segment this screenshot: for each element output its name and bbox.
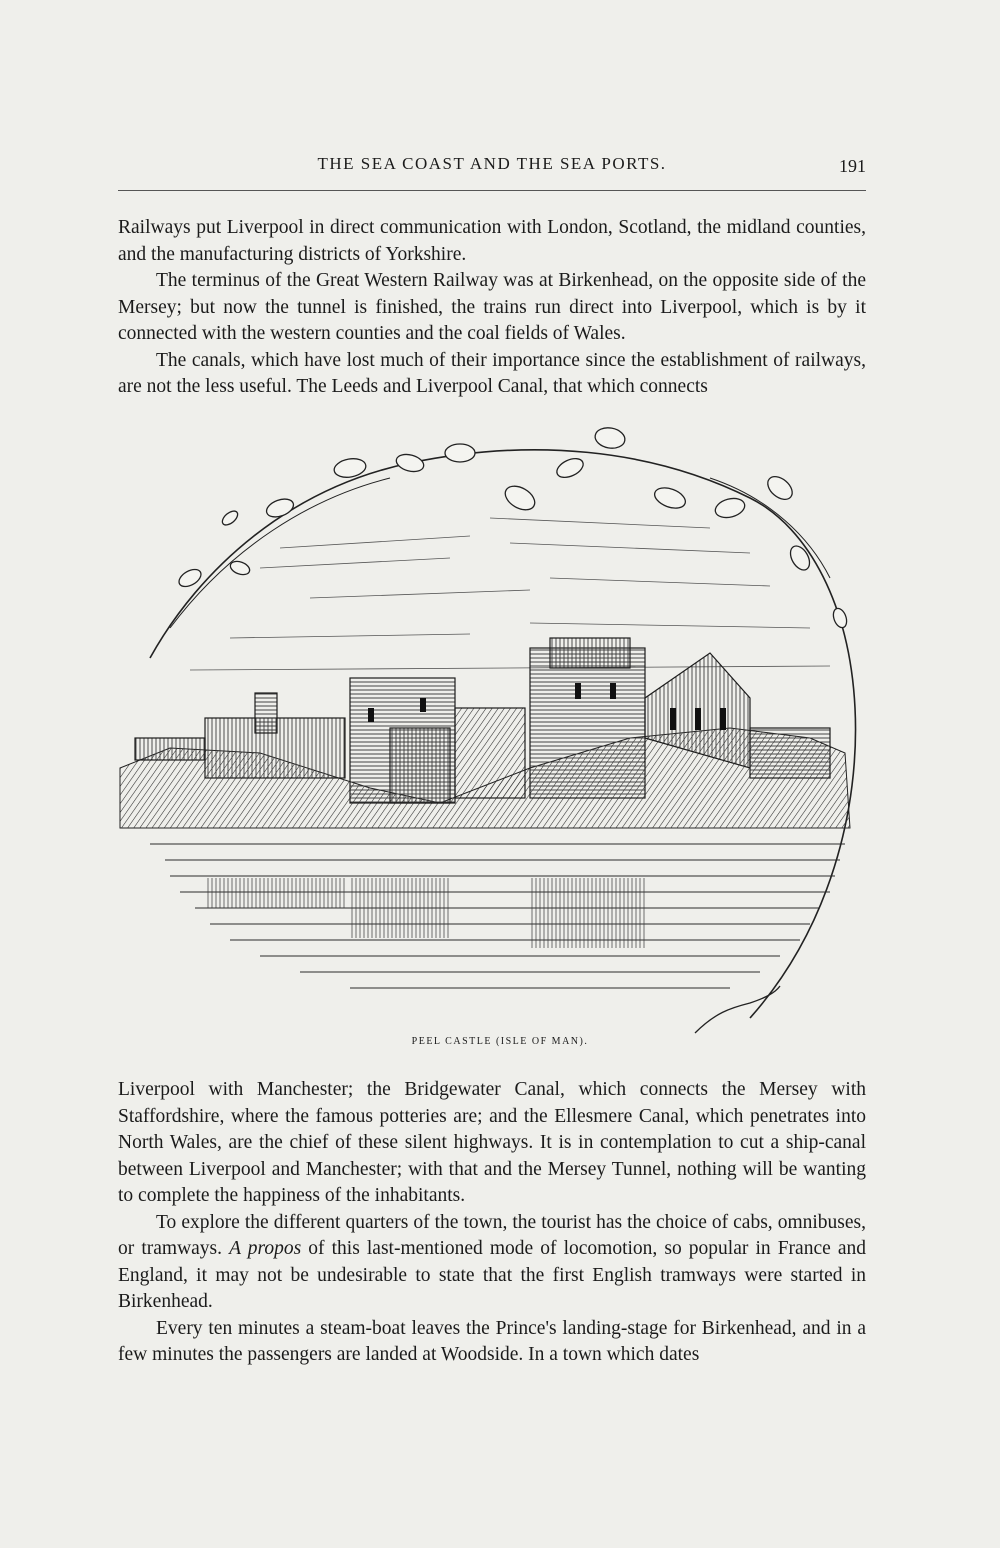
- paragraph-tramways: [118, 1210, 866, 1316]
- figure-caption: PEEL CASTLE (ISLE OF MAN).: [411, 1036, 589, 1047]
- page-number: 191: [839, 156, 866, 176]
- sky-strokes: [190, 518, 830, 670]
- paragraph-great-western: The terminus of the Great Western Railway was at Birkenhead, on the opposite side of the Mersey; but now the tunnel is finished, the trains run direct into Liverpool, which is by it connected with the western counties and the coal fields of Wales.: [118, 270, 866, 344]
- paragraph-canals: The canals, which have lost much of their importance since the establishment of railways, are not the less useful. The Leeds and Liverpool Canal, that which connects: [118, 349, 866, 397]
- italic-a-propos: A propos: [229, 1238, 302, 1259]
- text-block-bottom: [118, 1077, 866, 1369]
- peel-castle-illustration: [110, 408, 880, 1048]
- paragraph-manchester: Liverpool with Manchester; the Bridgewater Canal, which connects the Mersey with Staffordshire, where the famous potteries are; and the Ellesmere Canal, which penetrates into North Wales, are the chief of these silent highways. It is in contemplation to cut a ship-canal between Liverpool and Manchester; with that and the Mersey Tunnel, nothing will be wanting to complete the happiness of the inhabitants.: [118, 1079, 866, 1206]
- paragraph-railways: Railways put Liverpool in direct communication with London, Scotland, the midland counties, and the manufacturing districts of Yorkshire.: [118, 217, 866, 265]
- tramways-text-start: To explore the different quarters of the town, the tourist has the choice of cabs, omnibuses, or tramways.: [118, 1211, 866, 1259]
- text-block-top: [118, 215, 866, 401]
- tramways-text-end: of this last-mentioned mode of locomotion, so popular in France and England, it may not be undesirable to state that the first English tramways were started in Birkenhead.: [118, 1238, 867, 1312]
- paragraph-steam-boat: Every ten minutes a steam-boat leaves the Prince's landing-stage for Birkenhead, and in a few minutes the passengers are landed at Woodside. In a town which dates: [118, 1317, 866, 1365]
- artist-signature: [695, 986, 780, 1033]
- water-reflection: [205, 878, 645, 948]
- running-title: THE SEA COAST AND THE SEA PORTS.: [317, 154, 667, 173]
- page-header: [118, 150, 866, 191]
